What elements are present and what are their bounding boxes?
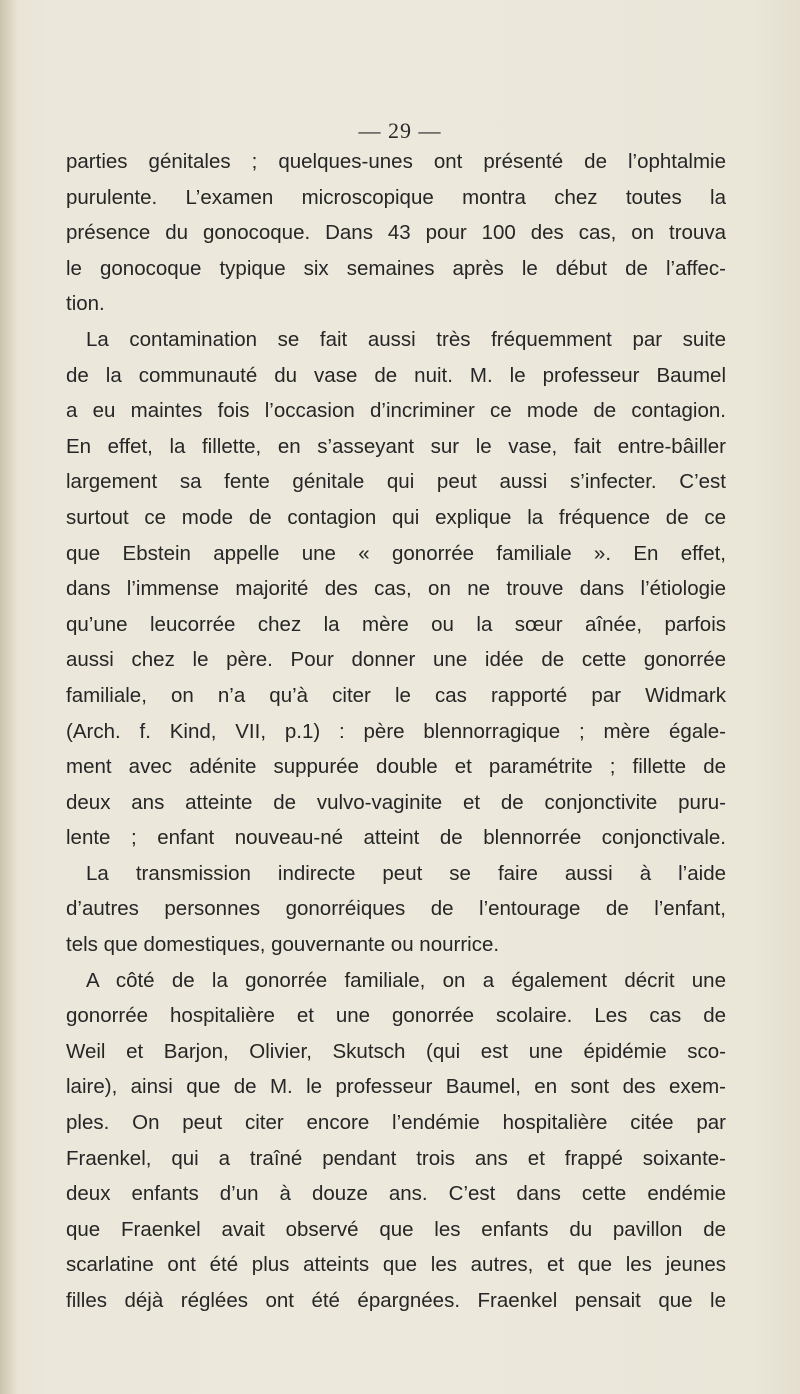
text-line: que Fraenkel avait observé que les enfants du pavillon de — [66, 1217, 726, 1241]
text-line: aussi chez le père. Pour donner une idée de cette gonorrée — [66, 648, 726, 672]
text-line: Weil et Barjon, Olivier, Skutsch (qui est une épidémie sco- — [66, 1039, 726, 1063]
text-line: (Arch. f. Kind, VII, p.1) : père blennorragique ; mère égale- — [66, 719, 726, 743]
text-line: qu’une leucorrée chez la mère ou la sœur aînée, parfois — [66, 612, 726, 636]
text-line: tion. — [66, 292, 105, 316]
text-line: lente ; enfant nouveau-né atteint de blennorrée conjonctivale. — [66, 826, 726, 850]
text-line: Fraenkel, qui a traîné pendant trois ans et frappé soixante- — [66, 1146, 726, 1170]
body-text — [66, 144, 726, 1319]
text-line: La transmission indirecte peut se faire aussi à l’aide — [86, 861, 726, 885]
text-line: dans l’immense majorité des cas, on ne trouve dans l’étiologie — [66, 577, 726, 601]
text-line: surtout ce mode de contagion qui explique la fréquence de ce — [66, 505, 726, 529]
text-line: ment avec adénite suppurée double et paramétrite ; fillette de — [66, 755, 726, 779]
text-line: le gonocoque typique six semaines après le début de l’affec- — [66, 256, 726, 280]
text-line: gonorrée hospitalière et une gonorrée scolaire. Les cas de — [66, 1004, 726, 1028]
text-line: filles déjà réglées ont été épargnées. Fraenkel pensait que le — [66, 1289, 726, 1312]
text-line: ples. On peut citer encore l’endémie hospitalière citée par — [66, 1111, 726, 1135]
text-line: d’autres personnes gonorréiques de l’entourage de l’enfant, — [66, 897, 726, 921]
text-line: tels que domestiques, gouvernante ou nourrice. — [66, 933, 500, 957]
text-line: largement sa fente génitale qui peut aussi s’infecter. C’est — [66, 470, 726, 494]
text-line: laire), ainsi que de M. le professeur Baumel, en sont des exem- — [66, 1075, 726, 1099]
text-line: purulente. L’examen microscopique montra chez toutes la — [66, 185, 726, 209]
text-line: a eu maintes fois l’occasion d’incriminer ce mode de contagion. — [66, 399, 726, 423]
text-line: de la communauté du vase de nuit. M. le professeur Baumel — [66, 363, 726, 387]
text-line: familiale, on n’a qu’à citer le cas rapporté par Widmark — [66, 683, 726, 707]
text-line: La contamination se fait aussi très fréquemment par suite — [86, 327, 726, 351]
text-line: parties génitales ; quelques-unes ont présenté de l’ophtalmie — [66, 150, 726, 173]
text-line: présence du gonocoque. Dans 43 pour 100 des cas, on trouva — [66, 221, 726, 245]
text-line: que Ebstein appelle une « gonorrée familiale ». En effet, — [66, 541, 726, 565]
text-line: deux enfants d’un à douze ans. C’est dans cette endémie — [66, 1182, 726, 1206]
text-line: En effet, la fillette, en s’asseyant sur le vase, fait entre-bâiller — [66, 434, 726, 458]
page-binding-shadow — [0, 0, 18, 1394]
text-line: A côté de la gonorrée familiale, on a également décrit une — [86, 968, 726, 992]
text-line: scarlatine ont été plus atteints que les autres, et que les jeunes — [66, 1253, 726, 1277]
page-number: — 29 — — [358, 118, 442, 143]
text-line: deux ans atteinte de vulvo-vaginite et de conjonctivite puru- — [66, 790, 726, 814]
